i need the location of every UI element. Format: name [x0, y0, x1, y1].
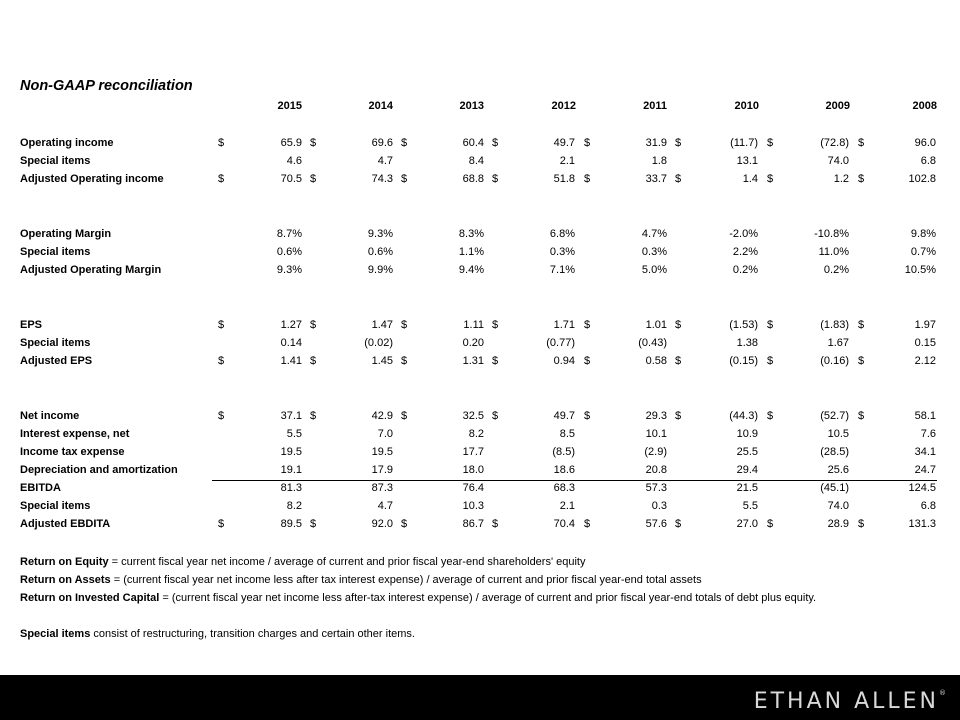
currency-symbol: $ — [218, 410, 225, 422]
table-row — [0, 337, 960, 354]
value-cell: (2.9) — [644, 446, 667, 458]
value-cell: 24.7 — [914, 464, 936, 476]
value-cell: (0.16) — [820, 355, 849, 367]
value-cell: (28.5) — [820, 446, 849, 458]
currency-symbol: $ — [584, 137, 591, 149]
value-cell: 2.12 — [914, 355, 936, 367]
value-cell: 6.8% — [549, 228, 575, 240]
year-header: 2013 — [459, 100, 484, 112]
table-row — [0, 355, 960, 372]
row-label: EPS — [20, 319, 43, 331]
value-cell: 1.2 — [833, 173, 849, 185]
value-cell: 1.4 — [742, 173, 758, 185]
currency-symbol: $ — [310, 137, 317, 149]
value-cell: (72.8) — [820, 137, 849, 149]
currency-symbol: $ — [767, 173, 774, 185]
currency-symbol: $ — [767, 137, 774, 149]
value-cell: 1.11 — [463, 319, 484, 331]
value-cell: (0.15) — [729, 355, 758, 367]
table-row — [0, 228, 960, 245]
value-cell: 57.3 — [645, 482, 667, 494]
value-cell: 21.5 — [736, 482, 758, 494]
value-cell: (1.53) — [729, 319, 758, 331]
value-cell: 25.5 — [736, 446, 758, 458]
value-cell: 1.31 — [462, 355, 484, 367]
value-cell: 33.7 — [645, 173, 667, 185]
value-cell: 70.4 — [553, 518, 575, 530]
value-cell: (8.5) — [552, 446, 575, 458]
value-cell: 9.8% — [910, 228, 936, 240]
row-label: Income tax expense — [20, 446, 125, 458]
value-cell: 10.3 — [462, 500, 484, 512]
value-cell: 49.7 — [553, 410, 575, 422]
brand-name: ETHAN ALLEN — [753, 689, 939, 714]
value-cell: 102.8 — [908, 173, 936, 185]
year-header: 2009 — [825, 100, 850, 112]
currency-symbol: $ — [858, 137, 865, 149]
note-term: Return on Equity — [20, 556, 109, 568]
currency-symbol: $ — [401, 518, 408, 530]
value-cell: 65.9 — [280, 137, 302, 149]
value-cell: 8.7% — [276, 228, 302, 240]
currency-symbol: $ — [767, 319, 774, 331]
value-cell: 2.1 — [559, 155, 575, 167]
value-cell: 13.1 — [736, 155, 758, 167]
currency-symbol: $ — [675, 137, 682, 149]
value-cell: 92.0 — [371, 518, 393, 530]
value-cell: 57.6 — [645, 518, 667, 530]
currency-symbol: $ — [310, 319, 317, 331]
value-cell: 58.1 — [914, 410, 936, 422]
value-cell: 1.97 — [914, 319, 936, 331]
value-cell: 28.9 — [827, 518, 849, 530]
value-cell: 7.6 — [920, 428, 936, 440]
value-cell: 96.0 — [914, 137, 936, 149]
value-cell: 9.3% — [276, 264, 302, 276]
value-cell: -10.8% — [814, 228, 849, 240]
currency-symbol: $ — [218, 319, 225, 331]
currency-symbol: $ — [492, 137, 499, 149]
row-label: Adjusted EPS — [20, 355, 93, 367]
value-cell: 0.2% — [732, 264, 758, 276]
currency-symbol: $ — [675, 518, 682, 530]
value-cell: 8.5 — [559, 428, 575, 440]
note-text: = (current fiscal year net income less after tax interest expense) / average of current and prior fiscal year-end total assets — [110, 574, 702, 586]
value-cell: 7.0 — [377, 428, 393, 440]
currency-symbol: $ — [858, 319, 865, 331]
value-cell: 18.0 — [462, 464, 484, 476]
row-label: Special items — [20, 246, 91, 258]
value-cell: 68.3 — [553, 482, 575, 494]
value-cell: 89.5 — [280, 518, 302, 530]
value-cell: 0.7% — [910, 246, 936, 258]
value-cell: 7.1% — [549, 264, 575, 276]
value-cell: 0.3% — [641, 246, 667, 258]
value-cell: 9.4% — [458, 264, 484, 276]
note-special-items — [20, 628, 415, 640]
currency-symbol: $ — [858, 173, 865, 185]
value-cell: 4.7 — [377, 500, 393, 512]
year-header: 2015 — [277, 100, 302, 112]
value-cell: 5.5 — [742, 500, 758, 512]
value-cell: -2.0% — [729, 228, 758, 240]
year-header: 2014 — [368, 100, 393, 112]
currency-symbol: $ — [401, 410, 408, 422]
value-cell: 51.8 — [553, 173, 575, 185]
year-header: 2008 — [912, 100, 937, 112]
row-label: Special items — [20, 155, 91, 167]
value-cell: (11.7) — [730, 137, 758, 149]
table-row — [0, 319, 960, 336]
value-cell: 4.7% — [641, 228, 667, 240]
currency-symbol: $ — [675, 410, 682, 422]
value-cell: 6.8 — [920, 155, 936, 167]
value-cell: 4.6 — [286, 155, 302, 167]
row-label: Interest expense, net — [20, 428, 130, 440]
value-cell: 4.7 — [377, 155, 393, 167]
currency-symbol: $ — [584, 319, 591, 331]
value-cell: 0.14 — [280, 337, 302, 349]
value-cell: 68.8 — [462, 173, 484, 185]
table-row — [0, 137, 960, 154]
value-cell: 17.7 — [462, 446, 484, 458]
value-cell: 27.0 — [736, 518, 758, 530]
table-row — [0, 446, 960, 463]
row-label: Adjusted Operating Margin — [20, 264, 162, 276]
value-cell: 81.3 — [280, 482, 302, 494]
value-cell: 11.0% — [818, 246, 849, 258]
ebitda-subtotal-rule — [212, 480, 937, 481]
value-cell: 8.2 — [286, 500, 302, 512]
table-row — [0, 518, 960, 535]
value-cell: 0.6% — [276, 246, 302, 258]
value-cell: (1.83) — [820, 319, 849, 331]
table-row — [0, 173, 960, 190]
year-header: 2012 — [551, 100, 576, 112]
row-label: Depreciation and amortization — [20, 464, 178, 476]
currency-symbol: $ — [401, 319, 408, 331]
value-cell: 10.9 — [736, 428, 758, 440]
value-cell: 0.6% — [367, 246, 393, 258]
currency-symbol: $ — [492, 319, 499, 331]
currency-symbol: $ — [218, 355, 225, 367]
currency-symbol: $ — [584, 355, 591, 367]
currency-symbol: $ — [401, 355, 408, 367]
footer-bar — [0, 675, 960, 720]
currency-symbol: $ — [492, 410, 499, 422]
currency-symbol: $ — [218, 173, 225, 185]
note-roic — [20, 592, 816, 604]
value-cell: (45.1) — [820, 482, 849, 494]
value-cell: 42.9 — [371, 410, 393, 422]
value-cell: 2.1 — [559, 500, 575, 512]
value-cell: 0.58 — [645, 355, 667, 367]
note-text: = (current fiscal year net income less after-tax interest expense) / average of current and prior fiscal year-end totals of debt plus equity. — [159, 592, 817, 604]
value-cell: 0.15 — [914, 337, 936, 349]
note-text: = current fiscal year net income / average of current and prior fiscal year-end shareholders' equity — [108, 556, 586, 568]
value-cell: 9.3% — [367, 228, 393, 240]
value-cell: 5.5 — [286, 428, 302, 440]
value-cell: 70.5 — [280, 173, 302, 185]
currency-symbol: $ — [858, 518, 865, 530]
year-header: 2011 — [643, 100, 667, 112]
row-label: EBITDA — [20, 482, 61, 494]
value-cell: 19.5 — [280, 446, 302, 458]
row-label: Operating income — [20, 137, 114, 149]
value-cell: 18.6 — [553, 464, 575, 476]
value-cell: 1.45 — [371, 355, 393, 367]
value-cell: 8.2 — [468, 428, 484, 440]
currency-symbol: $ — [858, 410, 865, 422]
note-text: consist of restructuring, transition charges and certain other items. — [90, 628, 415, 640]
note-term: Special items — [20, 628, 91, 640]
value-cell: 6.8 — [920, 500, 936, 512]
currency-symbol: $ — [492, 355, 499, 367]
value-cell: 1.41 — [280, 355, 302, 367]
currency-symbol: $ — [401, 137, 408, 149]
value-cell: 76.4 — [462, 482, 484, 494]
currency-symbol: $ — [767, 518, 774, 530]
note-roe — [20, 556, 585, 568]
value-cell: 32.5 — [462, 410, 484, 422]
value-cell: 8.3% — [458, 228, 484, 240]
value-cell: (0.43) — [638, 337, 667, 349]
value-cell: 34.1 — [914, 446, 936, 458]
value-cell: (52.7) — [820, 410, 849, 422]
table-row — [0, 464, 960, 481]
currency-symbol: $ — [310, 518, 317, 530]
table-row — [0, 155, 960, 172]
table-row — [0, 500, 960, 517]
year-header-row — [0, 100, 960, 116]
currency-symbol: $ — [310, 355, 317, 367]
value-cell: 74.0 — [827, 155, 849, 167]
value-cell: 9.9% — [367, 264, 393, 276]
table-row — [0, 482, 960, 499]
value-cell: (44.3) — [729, 410, 758, 422]
value-cell: 1.67 — [827, 337, 849, 349]
currency-symbol: $ — [858, 355, 865, 367]
value-cell: 1.27 — [280, 319, 302, 331]
row-label: Special items — [20, 500, 91, 512]
currency-symbol: $ — [310, 410, 317, 422]
value-cell: 29.4 — [736, 464, 758, 476]
value-cell: 124.5 — [908, 482, 936, 494]
value-cell: 10.5% — [904, 264, 936, 276]
currency-symbol: $ — [675, 173, 682, 185]
value-cell: 1.01 — [645, 319, 667, 331]
value-cell: 74.3 — [371, 173, 393, 185]
value-cell: 1.71 — [553, 319, 575, 331]
row-label: Operating Margin — [20, 228, 112, 240]
value-cell: 8.4 — [468, 155, 484, 167]
note-roa — [20, 574, 702, 586]
value-cell: 19.1 — [280, 464, 302, 476]
value-cell: 17.9 — [371, 464, 393, 476]
value-cell: (0.77) — [546, 337, 575, 349]
currency-symbol: $ — [584, 173, 591, 185]
currency-symbol: $ — [767, 410, 774, 422]
brand-logo — [754, 689, 946, 714]
currency-symbol: $ — [401, 173, 408, 185]
value-cell: 2.2% — [732, 246, 758, 258]
value-cell: (0.02) — [364, 337, 393, 349]
value-cell: 1.38 — [736, 337, 758, 349]
currency-symbol: $ — [218, 518, 225, 530]
value-cell: 10.5 — [827, 428, 849, 440]
value-cell: 1.8 — [651, 155, 667, 167]
currency-symbol: $ — [675, 319, 682, 331]
note-term: Return on Invested Capital — [20, 592, 160, 604]
value-cell: 60.4 — [462, 137, 484, 149]
value-cell: 20.8 — [645, 464, 667, 476]
value-cell: 131.3 — [908, 518, 936, 530]
value-cell: 0.3% — [549, 246, 575, 258]
currency-symbol: $ — [492, 173, 499, 185]
value-cell: 0.94 — [553, 355, 575, 367]
value-cell: 31.9 — [645, 137, 667, 149]
value-cell: 0.2% — [823, 264, 849, 276]
row-label: Special items — [20, 337, 91, 349]
row-label: Adjusted Operating income — [20, 173, 164, 185]
value-cell: 74.0 — [827, 500, 849, 512]
value-cell: 1.1% — [458, 246, 484, 258]
page-title: Non-GAAP reconciliation — [20, 78, 193, 94]
value-cell: 37.1 — [280, 410, 302, 422]
currency-symbol: $ — [310, 173, 317, 185]
table-row — [0, 410, 960, 427]
note-term: Return on Assets — [20, 574, 111, 586]
currency-symbol: $ — [584, 518, 591, 530]
row-label: Adjusted EBDITA — [20, 518, 111, 530]
value-cell: 25.6 — [827, 464, 849, 476]
value-cell: 69.6 — [371, 137, 393, 149]
value-cell: 1.47 — [371, 319, 393, 331]
currency-symbol: $ — [675, 355, 682, 367]
value-cell: 19.5 — [371, 446, 393, 458]
currency-symbol: $ — [584, 410, 591, 422]
table-row — [0, 264, 960, 281]
currency-symbol: $ — [767, 355, 774, 367]
value-cell: 0.20 — [462, 337, 484, 349]
currency-symbol: $ — [218, 137, 225, 149]
currency-symbol: $ — [492, 518, 499, 530]
value-cell: 49.7 — [553, 137, 575, 149]
value-cell: 87.3 — [371, 482, 393, 494]
value-cell: 10.1 — [645, 428, 667, 440]
value-cell: 0.3 — [651, 500, 667, 512]
value-cell: 5.0% — [641, 264, 667, 276]
value-cell: 86.7 — [462, 518, 484, 530]
table-row — [0, 246, 960, 263]
year-header: 2010 — [734, 100, 759, 112]
value-cell: 29.3 — [645, 410, 667, 422]
row-label: Net income — [20, 410, 80, 422]
table-row — [0, 428, 960, 445]
registered-mark: ® — [939, 689, 946, 697]
